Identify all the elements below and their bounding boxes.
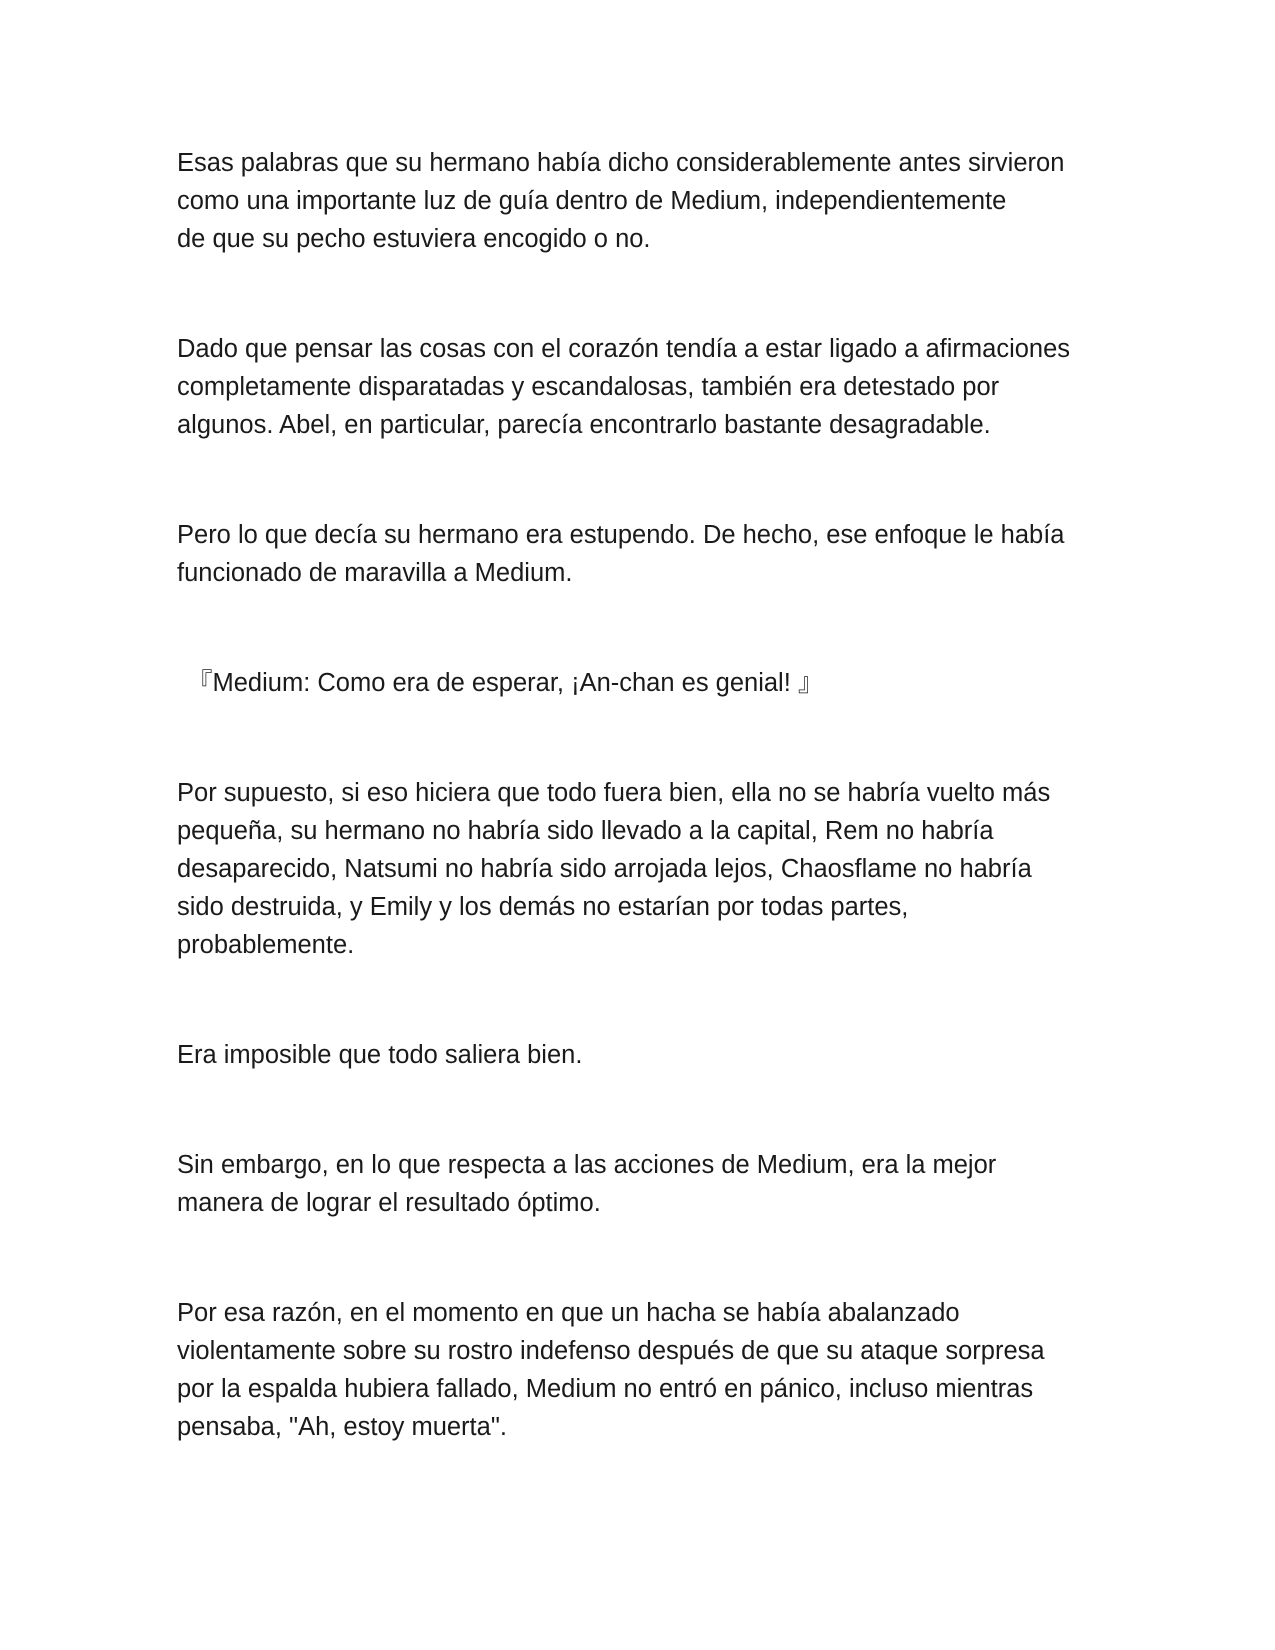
paragraph-8 (177, 1294, 1107, 1446)
paragraph-line: manera de lograr el resultado óptimo. (177, 1189, 601, 1217)
paragraph-line: pequeña, su hermano no habría sido llevado a la capital, Rem no habría (177, 817, 994, 845)
paragraph-line: de que su pecho estuviera encogido o no. (177, 225, 651, 253)
paragraph-line: pensaba, "Ah, estoy muerta". (177, 1413, 507, 1441)
paragraph-line: Esas palabras que su hermano había dicho considerablemente antes sirvieron (177, 149, 1065, 177)
paragraph-1 (177, 144, 1107, 258)
paragraph-line: Por esa razón, en el momento en que un hacha se había abalanzado (177, 1299, 960, 1327)
paragraph-line: como una importante luz de guía dentro de Medium, independientemente (177, 187, 1007, 215)
paragraph-5 (177, 774, 1107, 964)
paragraph-line: sido destruida, y Emily y los demás no estarían por todas partes, (177, 893, 909, 921)
paragraph-3 (177, 516, 1107, 592)
paragraph-line: Pero lo que decía su hermano era estupendo. De hecho, ese enfoque le había (177, 521, 1065, 549)
paragraph-line: Dado que pensar las cosas con el corazón tendía a estar ligado a afirmaciones (177, 335, 1071, 363)
paragraph-7 (177, 1146, 1107, 1222)
paragraph-line: algunos. Abel, en particular, parecía encontrarlo bastante desagradable. (177, 411, 991, 439)
quote-line: 『Medium: Como era de esperar, ¡An-chan es genial! 』 (187, 669, 824, 697)
paragraph-6 (177, 1036, 1107, 1074)
paragraph-line: por la espalda hubiera fallado, Medium no entró en pánico, incluso mientras (177, 1375, 1034, 1403)
paragraph-line: completamente disparatadas y escandalosas, también era detestado por (177, 373, 1000, 401)
paragraph-line: funcionado de maravilla a Medium. (177, 559, 573, 587)
paragraph-line: Sin embargo, en lo que respecta a las acciones de Medium, era la mejor (177, 1151, 997, 1179)
paragraph-line: probablemente. (177, 931, 355, 959)
paragraph-line: Era imposible que todo saliera bien. (177, 1041, 583, 1069)
paragraph-2 (177, 330, 1107, 444)
document-body (177, 144, 1107, 1518)
paragraph-line: Por supuesto, si eso hiciera que todo fuera bien, ella no se habría vuelto más (177, 779, 1051, 807)
paragraph-line: desaparecido, Natsumi no habría sido arrojada lejos, Chaosflame no habría (177, 855, 1032, 883)
paragraph-line: violentamente sobre su rostro indefenso después de que su ataque sorpresa (177, 1337, 1045, 1365)
dialogue-quote (177, 664, 1107, 702)
